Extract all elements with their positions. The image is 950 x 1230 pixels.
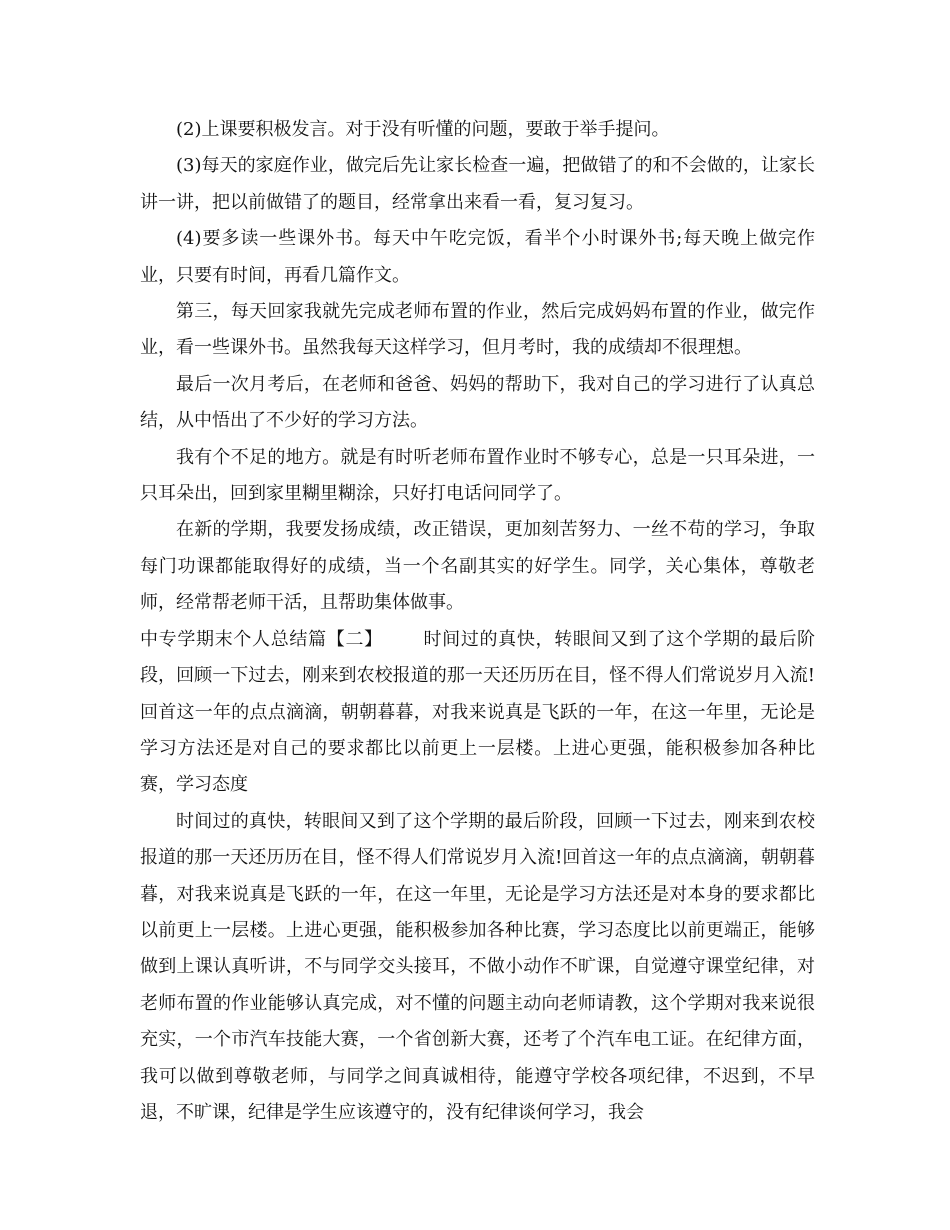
paragraph-tip-2: (2)上课要积极发言。对于没有听懂的问题，要敢于举手提问。: [176, 119, 670, 140]
paragraph-third: 第三，每天回家我就先完成老师布置的作业，然后完成妈妈布置的作业，做完作业，看一些课外书。虽然我每天这样学习，但月考时，我的成绩却不很理想。: [140, 301, 815, 359]
paragraph-last-exam: 最后一次月考后，在老师和爸爸、妈妈的帮助下，我对自己的学习进行了认真总结，从中悟出了不少好的学习方法。: [140, 373, 815, 432]
section-heading: 中专学期末个人总结篇【二】: [140, 628, 383, 650]
section-intro-text: 时间过的真快，转眼间又到了这个学期的最后阶段，回顾一下过去，刚来到农校报道的那一天还历历在目，怪不得人们常说岁月入流!回首这一年的点点滴滴，朝朝暮暮，对我来说真是飞跃的一年，在这一年里，无论是学习方法还是对自己的要求都比以前更上一层楼。上进心更强，能积极参加各种比赛，学习态度: [140, 628, 816, 796]
section-two-paragraph: [140, 622, 815, 804]
paragraph-shortcoming: 我有个不足的地方。就是有时听老师布置作业时不够专心，总是一只耳朵进，一只耳朵出，回到家里糊里糊涂，只好打电话问同学了。: [140, 446, 815, 505]
paragraph-tip-4: (4)要多读一些课外书。每天中午吃完饭，看半个小时课外书;每天晚上做完作业，只要有时间，再看几篇作文。: [140, 228, 815, 286]
document-body: [140, 112, 815, 1131]
paragraph-tip-3: (3)每天的家庭作业，做完后先让家长检查一遍，把做错了的和不会做的，让家长讲一讲，把以前做错了的题目，经常拿出来看一看，复习复习。: [140, 155, 815, 213]
paragraph-closing: 时间过的真快，转眼间又到了这个学期的最后阶段，回顾一下过去，刚来到农校报道的那一天还历历在目，怪不得人们常说岁月入流!回首这一年的点点滴滴，朝朝暮暮，对我来说真是飞跃的一年，在这一年里，无论是学习方法还是对本身的要求都比以前更上一层楼。上进心更强，能积极参加各种比赛，学习态度比以前更端正，能够做到上课认真听讲，不与同学交头接耳，不做小动作不旷课，自觉遵守课堂纪律，对老师布置的作业能够认真完成，对不懂的问题主动向老师请教，这个学期对我来说很充实，一个市汽车技能大赛，一个省创新大赛，还考了个汽车电工证。在纪律方面，我可以做到尊敬老师，与同学之间真诚相待，能遵守学校各项纪律，不迟到，不早退，不旷课，纪律是学生应该遵守的，没有纪律谈何学习，我会: [140, 810, 815, 1123]
paragraph-new-semester: 在新的学期，我要发扬成绩，改正错误，更加刻苦努力、一丝不苟的学习，争取每门功课都能取得好的成绩，当一个名副其实的好学生。同学，关心集体，尊敬老师，经常帮老师干活，且帮助集体做事。: [140, 519, 815, 614]
